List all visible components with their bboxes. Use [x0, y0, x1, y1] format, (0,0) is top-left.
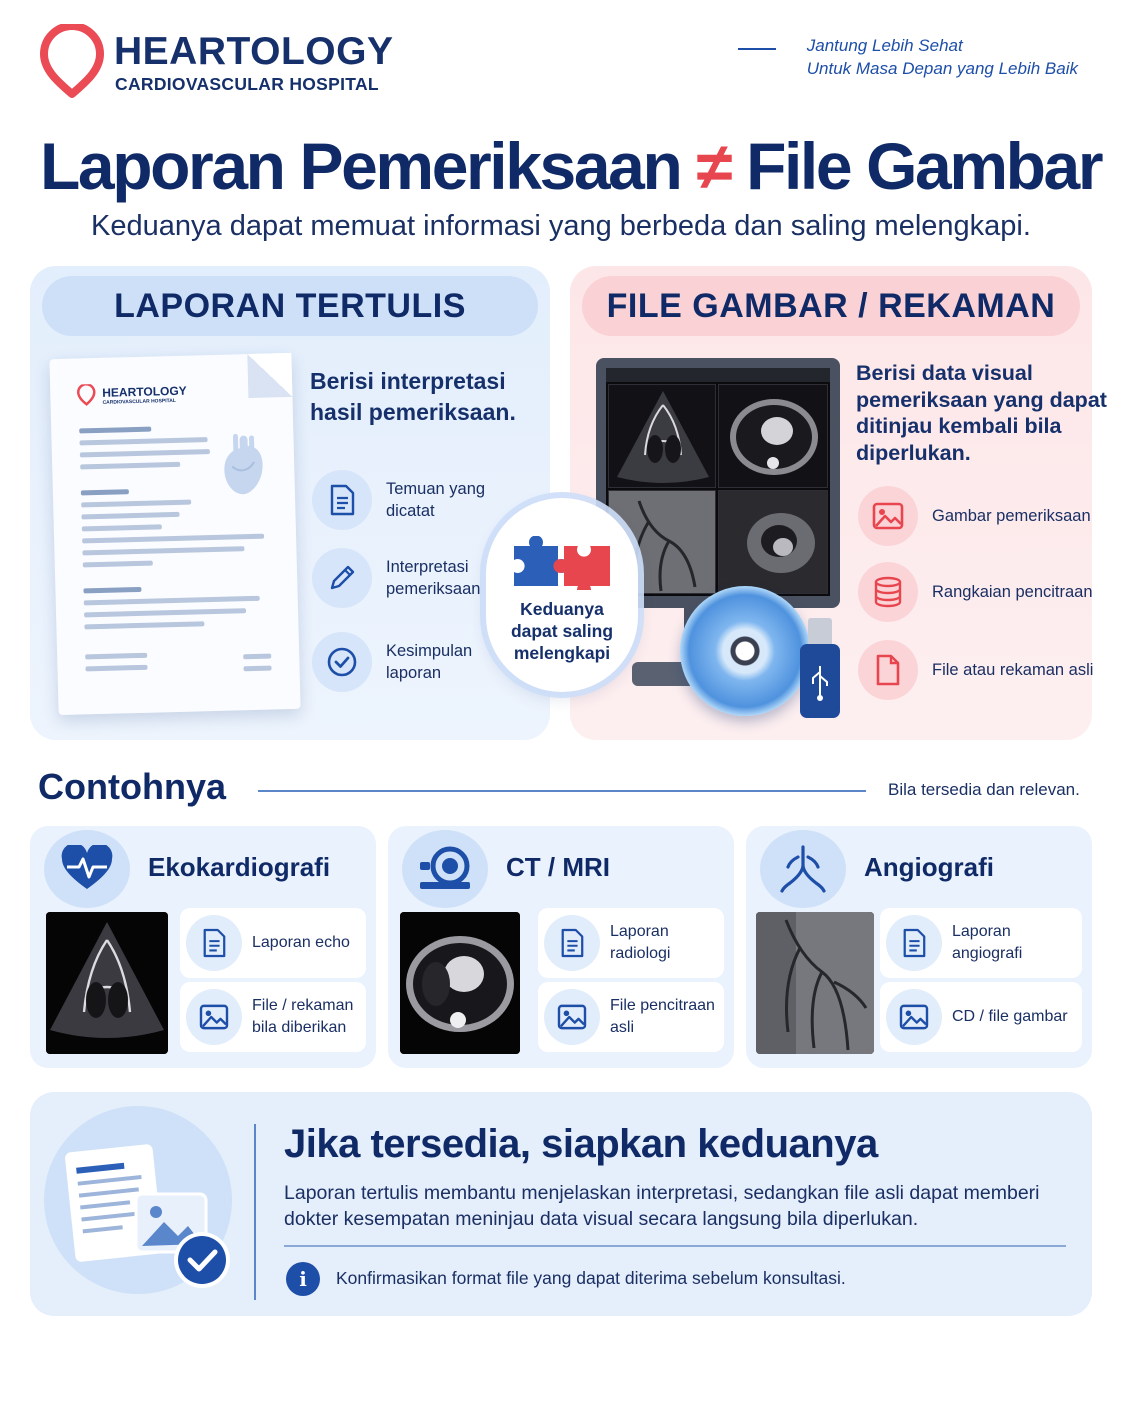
feature-original-files: [858, 640, 1093, 700]
feature-text: dicatat: [386, 502, 435, 520]
report-line: [83, 587, 141, 594]
report-line: [80, 462, 180, 470]
feature-interpretation: [312, 548, 480, 608]
badge-text: dapat saling: [510, 621, 614, 641]
report-line: [84, 621, 204, 629]
feature-exam-images: [858, 486, 1091, 546]
paper-brand-sub: CARDIOVASCULAR HOSPITAL: [102, 397, 177, 406]
echo-image: [46, 912, 168, 1054]
row-line: bila diberikan: [252, 1019, 347, 1036]
usb-plug: [808, 618, 832, 646]
badge-text: melengkapi: [513, 643, 611, 663]
vessel-icon: [760, 830, 846, 908]
anatomical-heart-icon: [217, 432, 269, 499]
document-icon: [886, 915, 942, 971]
card-row-text: CD / file gambar: [952, 1008, 1068, 1025]
file-icon: [858, 640, 918, 700]
card-row-text: Laporan echo: [252, 934, 350, 951]
summary-rule: [284, 1245, 1066, 1247]
card-row-report: [880, 908, 1082, 978]
left-desc-line-1: Berisi interpretasi: [310, 368, 506, 394]
tagline-rule: [738, 48, 776, 50]
mini-heart-logo-icon: [76, 384, 97, 407]
paper-brand: HEARTOLOGY: [102, 383, 187, 400]
summary-note: Konfirmasikan format file yang dapat diterima sebelum konsultasi.: [336, 1268, 846, 1288]
heart-pulse-icon: [44, 830, 130, 908]
database-icon: [858, 562, 918, 622]
row-line: File / rekaman: [252, 997, 354, 1014]
report-line: [85, 665, 147, 672]
tagline: [807, 34, 1078, 80]
feature-text: laporan: [386, 664, 442, 682]
summary-title: Jika tersedia, siapkan keduanya: [284, 1122, 878, 1166]
cd-disc-icon: [680, 586, 810, 716]
examples-note: Bila tersedia dan relevan.: [888, 780, 1080, 799]
document-icon: [544, 915, 600, 971]
ct-image: [400, 912, 520, 1054]
image-icon: [886, 989, 942, 1045]
left-desc-line-2: hasil pemeriksaan.: [310, 399, 516, 425]
check-circle-icon: [312, 632, 372, 692]
card-row-text: Laporan angiografi: [952, 923, 1023, 962]
report-line: [84, 596, 260, 606]
tagline-line-2: Untuk Masa Depan yang Lebih Baik: [806, 59, 1078, 78]
puzzle-icon: [510, 536, 614, 590]
report-line: [83, 561, 153, 568]
report-line: [243, 666, 271, 672]
right-desc-line: Berisi data visual: [856, 361, 1033, 385]
card-row-report: [180, 908, 366, 978]
right-desc-line: diperlukan.: [856, 440, 971, 465]
examples-rule: [258, 790, 866, 792]
right-desc-line: ditinjau kembali bila: [856, 414, 1062, 438]
report-line: [80, 449, 210, 457]
report-line: [85, 653, 147, 660]
feature-interpretation-label: [386, 556, 480, 600]
page-title: [40, 128, 1100, 204]
written-report-heading: LAPORAN TERTULIS: [42, 276, 538, 336]
card-row-report: [538, 908, 724, 978]
summary-text: Laporan tertulis membantu menjelaskan interpretasi, sedangkan file asli dapat memberi dokter kesempatan meninjau data visual secara langsung bila diperlukan.: [284, 1182, 1040, 1230]
usb-drive-icon: [800, 644, 840, 718]
heart-logo-icon: [38, 24, 106, 100]
feature-text: Kesimpulan: [386, 642, 473, 660]
complement-badge: [486, 498, 638, 692]
report-document-illustration: [49, 353, 300, 715]
paper-fold: [247, 353, 292, 398]
info-icon: i: [286, 1262, 320, 1296]
example-card-angio: [746, 826, 1092, 1068]
feature-findings: [312, 470, 485, 530]
document-icon: [186, 915, 242, 971]
ct-scanner-icon: [402, 830, 488, 908]
feature-exam-images-label: Gambar pemeriksaan: [932, 507, 1091, 525]
right-desc-line: pemeriksaan yang dapat: [856, 387, 1107, 412]
image-icon: [186, 989, 242, 1045]
card-row-text: [252, 995, 353, 1039]
brand-subtitle: CARDIOVASCULAR HOSPITAL: [115, 74, 379, 94]
report-line: [79, 427, 151, 434]
monitor-screen: [606, 368, 830, 596]
summary-illustration: [44, 1106, 232, 1294]
image-file-heading: FILE GAMBAR / REKAMAN: [582, 276, 1080, 336]
document-icon: [312, 470, 372, 530]
badge-text: Keduanya: [520, 599, 604, 619]
title-left: Laporan Pemeriksaan: [40, 129, 681, 203]
feature-conclusion-label: [386, 640, 472, 684]
report-line: [80, 437, 208, 445]
feature-text: pemeriksaan: [386, 580, 481, 598]
image-file-description: [856, 360, 1107, 466]
example-card-echo: [30, 826, 376, 1068]
card-row-file: [180, 982, 366, 1052]
report-line: [82, 546, 244, 555]
row-line: asli: [610, 1019, 635, 1036]
feature-imaging-series: [858, 562, 1093, 622]
angio-image: [756, 912, 874, 1054]
report-line: [84, 608, 246, 617]
not-equal-symbol: ≠: [696, 129, 731, 203]
row-line: File pencitraan: [610, 997, 715, 1014]
complement-text: [511, 598, 613, 664]
brand: [38, 24, 398, 104]
report-line: [82, 534, 264, 544]
report-line: [81, 500, 191, 508]
feature-imaging-series-label: Rangkaian pencitraan: [932, 583, 1093, 601]
card-title: CT / MRI: [506, 852, 610, 882]
card-row-file: [880, 982, 1082, 1052]
report-line: [81, 489, 129, 495]
page-subtitle: Keduanya dapat memuat informasi yang berbeda dan saling melengkapi.: [91, 210, 1031, 242]
pencil-icon: [312, 548, 372, 608]
feature-text: Temuan yang: [386, 480, 486, 498]
image-icon: [858, 486, 918, 546]
documents-check-icon: [44, 1106, 232, 1294]
card-row-file: [538, 982, 724, 1052]
mri-thumbnail: [718, 490, 828, 594]
echo-thumbnail: [608, 384, 716, 488]
tagline-line-1: Jantung Lebih Sehat: [806, 36, 963, 55]
report-line: [81, 512, 179, 520]
report-line: [82, 524, 162, 531]
card-title: Angiografi: [864, 852, 994, 882]
example-card-ct-mri: [388, 826, 734, 1068]
image-icon: [544, 989, 600, 1045]
feature-conclusion: [312, 632, 472, 692]
ct-thumbnail: [718, 384, 828, 488]
feature-text: Interpretasi: [386, 558, 469, 576]
title-right: File Gambar: [746, 129, 1102, 203]
card-row-text: [610, 995, 715, 1039]
feature-original-files-label: File atau rekaman asli: [932, 661, 1094, 679]
brand-name: HEARTOLOGY: [114, 30, 394, 73]
card-title: Ekokardiografi: [148, 852, 331, 882]
feature-findings-label: [386, 478, 485, 522]
viewer-toolbar: [606, 368, 830, 382]
report-line: [243, 654, 271, 660]
card-row-text: Laporan radiologi: [610, 923, 671, 962]
examples-title: Contohnya: [38, 766, 226, 807]
written-report-description: [310, 366, 516, 428]
summary-divider: [254, 1124, 256, 1300]
